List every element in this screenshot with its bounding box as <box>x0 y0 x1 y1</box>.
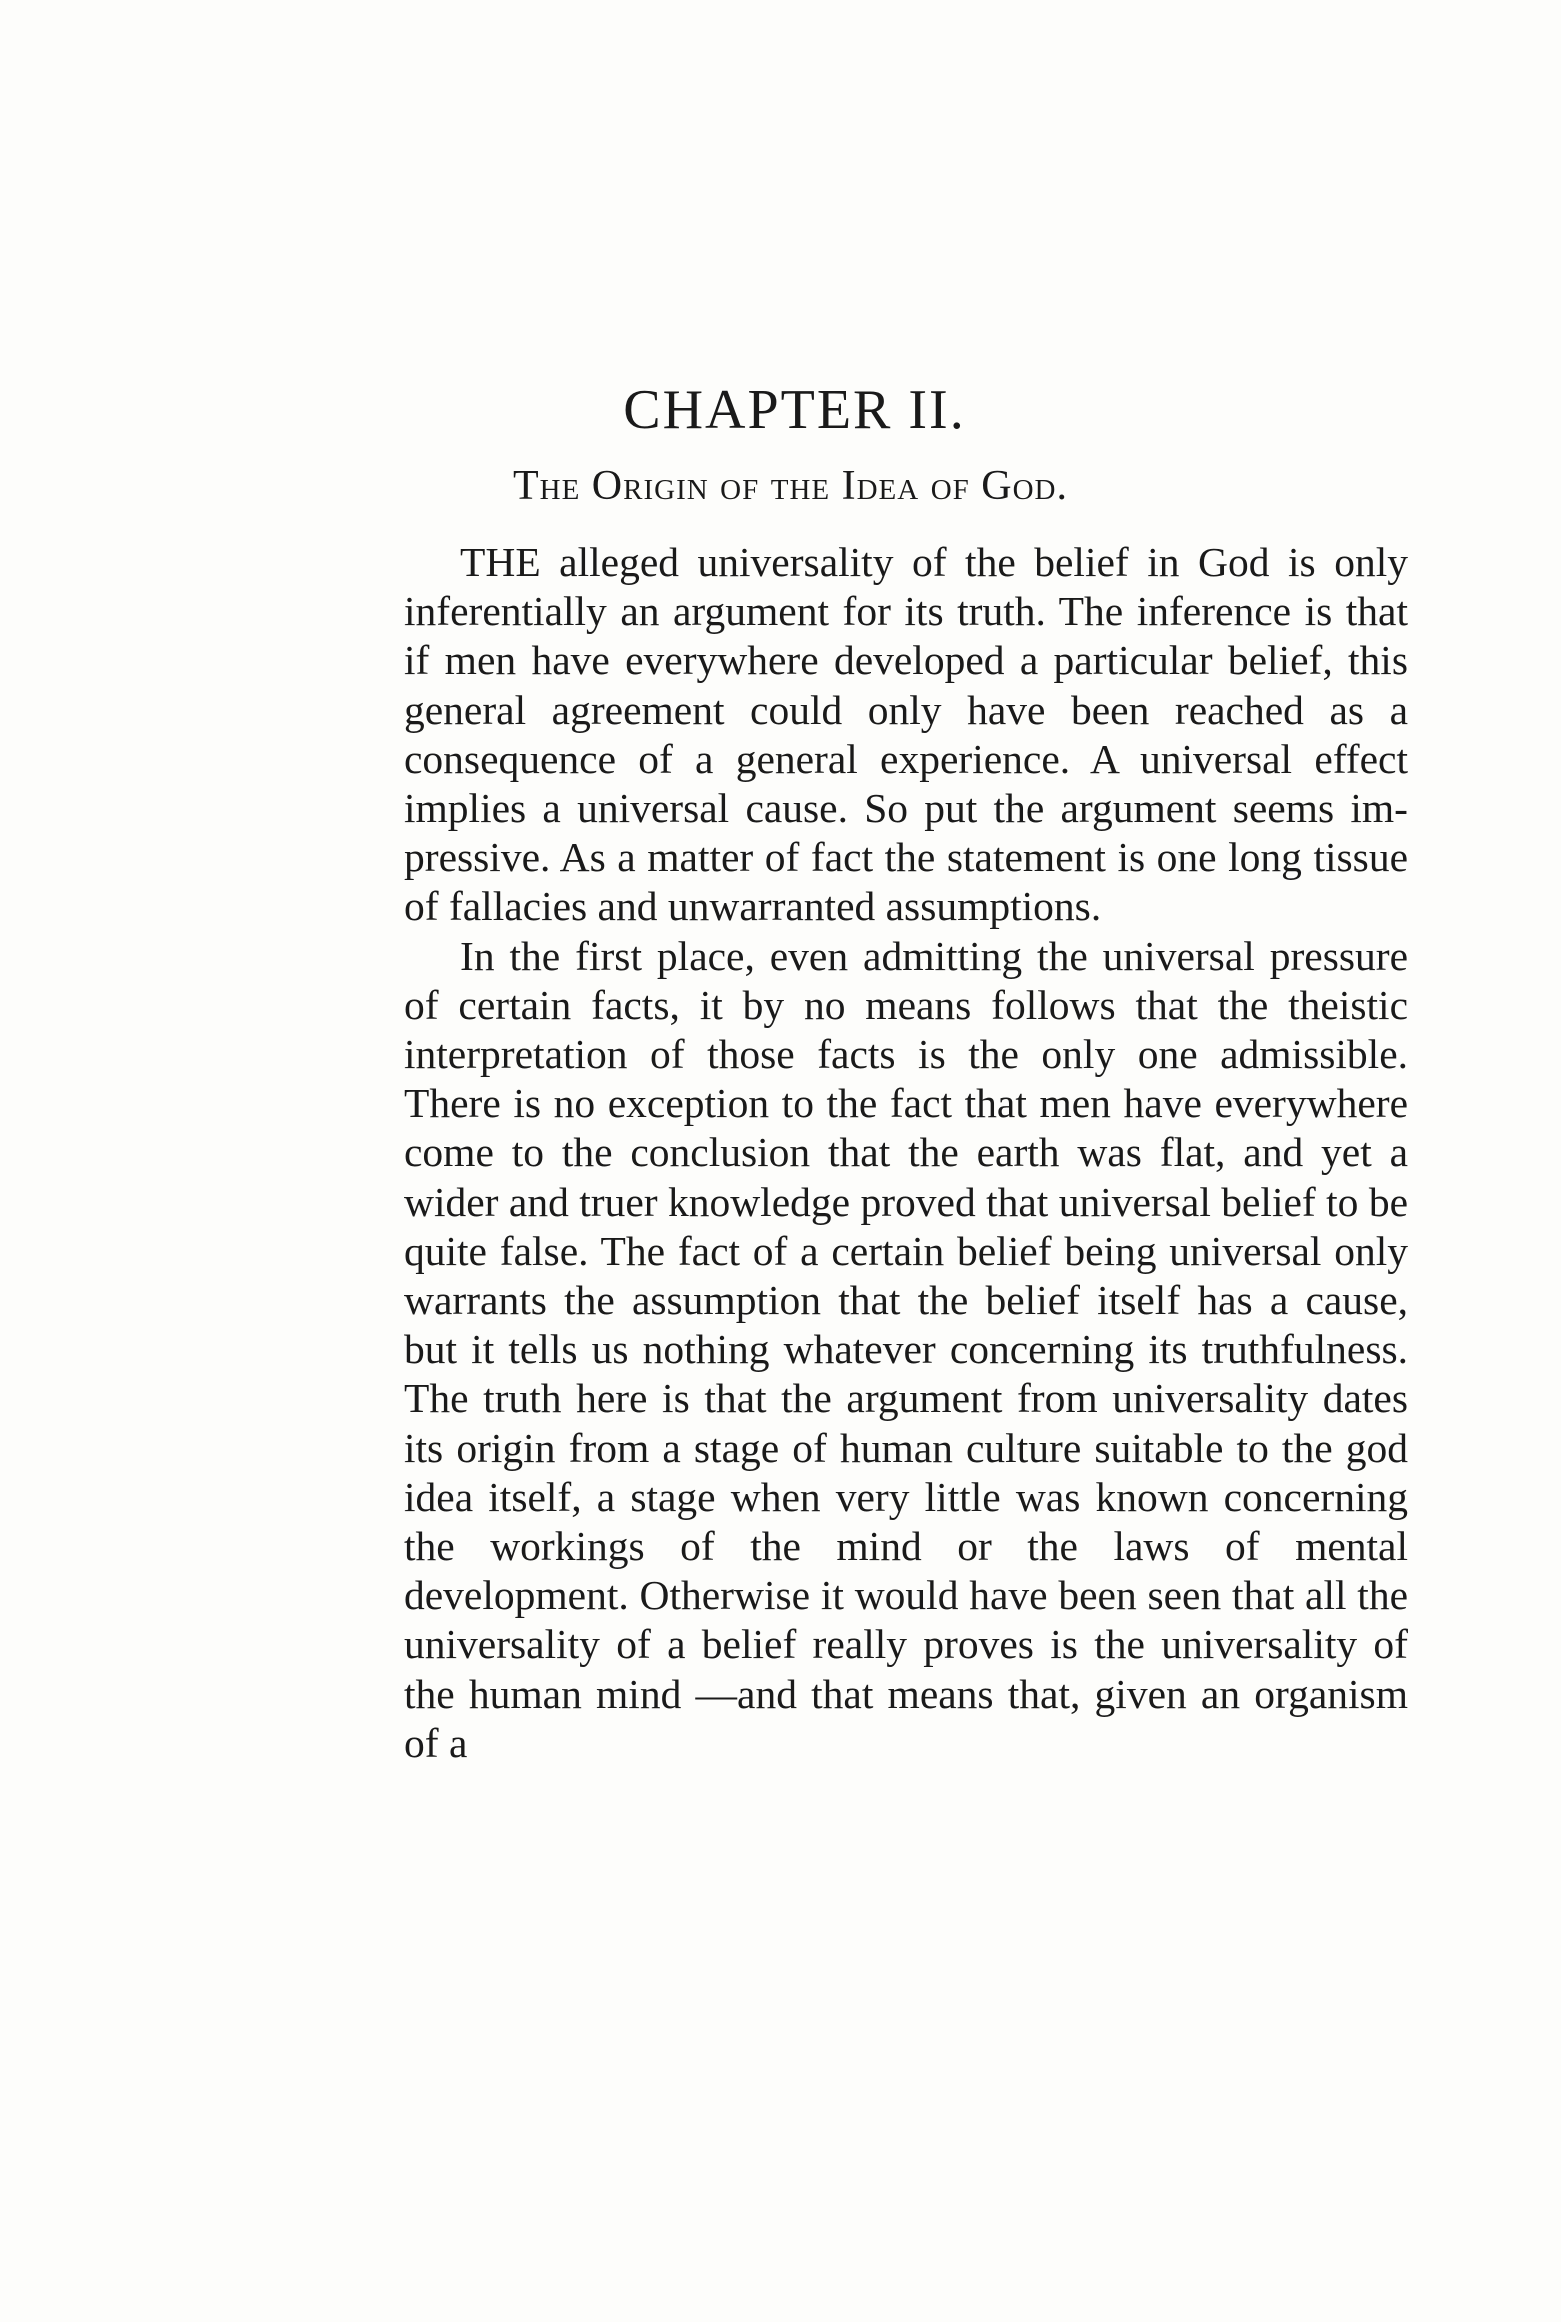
paragraph-text: In the first place, even admitting the universal pressure of certain facts, it by no means follows that the theistic interpretation of those facts is the only one admissible. There is no exception to the fact that men have everywhere come to the conclusion that the earth was flat, and yet a wider and truer knowledge proved that universal belief to be quite false. The fact of a certain belief being universal only warrants the assumption that the belief itself has a cause, but it tells us nothing whatever concerning its truthfulness. The truth here is that the argument from universality dates its origin from a stage of human culture suitable to the god idea itself, a stage when very little was known concerning the workings of the mind or the laws of mental development. Otherwise it would have been seen that all the universality of a belief really proves is the universality of the human mind —and that means that, given an organism of a <box>404 932 1408 1766</box>
paragraph-lead-word: THE <box>460 539 541 585</box>
chapter-body <box>404 538 1408 1768</box>
chapter-number: CHAPTER II. <box>623 379 966 441</box>
chapter-title: The Origin of the Idea of God. <box>512 463 1068 509</box>
paragraph-2 <box>404 932 1408 1768</box>
paragraph-1 <box>404 538 1408 932</box>
paragraph-text: alleged universality of the belief in God is only inferentially an argument for its truth. The inference is that if men have everywhere developed a particular belief, this general agreement could only have been reached as a consequence of a general experience. A universal effect implies a universal cause. So put the argument seems impressive. As a matter of fact the statement is one long tissue of fallacies and unwarranted assumptions. <box>404 539 1408 930</box>
